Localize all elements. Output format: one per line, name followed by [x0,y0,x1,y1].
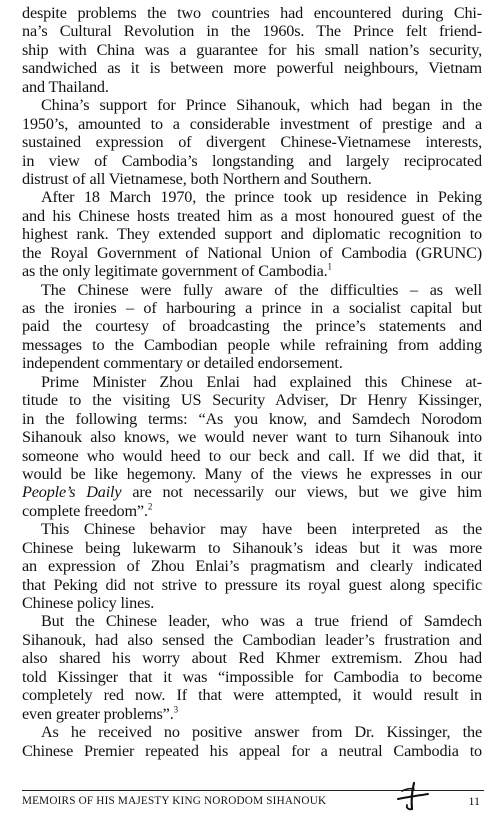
text-line [22,594,482,612]
text-line [22,281,482,299]
text-line [22,96,482,114]
text-line [22,668,482,686]
text-line [22,742,482,760]
text-line [22,354,482,372]
line-text: This Chinese behavior may have been interpreted as the [41,520,482,539]
line-text: After 18 March 1970, the prince took up residence in Peking [41,188,482,207]
footnote-marker[interactable]: 2 [147,501,153,512]
line-text: would be like hegemony. Many of the views he expresses in our [22,464,482,483]
text-line [22,723,482,741]
line-text: that Peking did not strive to pressure its royal guest along specific [22,575,482,594]
line-text: as the ironies – of harbouring a prince in a socialist capital but [22,299,482,317]
line-text: messages to the Cambodian people while refraining from adding [22,335,482,354]
italic-title: People’s Daily [22,483,122,502]
line-text: independent commentary or detailed endorsement. [22,354,343,373]
text-line [22,133,482,151]
text-line [22,705,482,723]
text-line [22,631,482,649]
line-text: and his Chinese hosts treated him as a most honoured guest of the [22,206,482,225]
text-line [22,336,482,354]
text-line [22,612,482,630]
text-line [22,262,482,280]
line-text: also shared his worry about Red Khmer extremism. Zhou had [22,649,482,668]
page-footer [22,790,484,813]
text-line [22,317,482,335]
text-line [22,299,482,317]
text-line [22,410,482,428]
text-line [22,59,482,77]
text-line [22,447,482,465]
line-text: told Kissinger that it was “impossible for Cambodia to become [22,667,482,686]
text-line [22,207,482,225]
line-text: Chinese being lukewarm to Sihanouk’s ideas but it was more [22,538,482,557]
line-text: even greater problems”. [22,704,174,723]
text-line [22,483,482,501]
line-text: are not necessarily our views, but we give him [121,483,482,502]
line-text: As he received no positive answer from Dr. Kissinger, the [41,723,482,742]
line-text: Sihanouk also knows, we would never want to turn Sihanouk into [22,428,482,447]
line-text: highest rank. They extended support and diplomatic recognition to [22,225,482,244]
text-line [22,502,482,520]
line-text: Sihanouk, had also sensed the Cambodian leader’s frustration and [22,630,482,649]
text-line [22,428,482,446]
line-text: in view of Cambodia’s longstanding and largely reciprocated [22,151,482,170]
line-text: despite problems the two countries had encountered during Chi- [22,4,482,22]
text-line [22,22,482,40]
line-text: as the only legitimate government of Cambodia. [22,262,328,281]
text-line [22,152,482,170]
text-line [22,225,482,243]
line-text: complete freedom”. [22,501,148,520]
line-text: China’s support for Prince Sihanouk, which had began in the [41,96,482,115]
line-text: someone who would heed to our beck and call. If we did that, it [22,446,482,465]
text-line [22,41,482,59]
text-line [22,686,482,704]
text-line [22,539,482,557]
line-text: ship with China was a guarantee for his small nation’s security, [22,40,482,59]
royal-signature-mark [392,779,432,813]
text-line [22,391,482,409]
line-text: na’s Cultural Revolution in the 1960s. The Prince felt friend- [22,22,482,41]
text-line [22,188,482,206]
footnote-marker[interactable]: 3 [173,704,178,715]
running-footer-title: MEMOIRS OF HIS MAJESTY KING NORODOM SIHANOUK [22,795,327,807]
text-line [22,465,482,483]
text-line [22,78,482,96]
text-line [22,4,482,22]
line-text: completely red now. If that were attempted, it would result in [22,686,482,705]
text-line [22,576,482,594]
line-text: paid the courtesy of broadcasting the prince’s statements and [22,317,482,336]
page-body [22,4,482,760]
footnote-marker[interactable]: 1 [327,261,332,272]
page-number: 11 [468,794,480,808]
line-text: Chinese policy lines. [22,594,155,612]
line-text: the Royal Government of National Union of Cambodia (GRUNC) [22,243,482,262]
line-text: and Thailand. [22,77,109,96]
line-text: 1950’s, amounted to a considerable investment of prestige and a [22,114,482,133]
text-line [22,557,482,575]
line-text: in the following terms: “As you know, and Samdech Norodom [22,409,482,428]
text-line [22,170,482,188]
text-line [22,373,482,391]
text-line [22,520,482,538]
text-line [22,244,482,262]
line-text: But the Chinese leader, who was a true friend of Samdech [41,612,482,631]
line-text: The Chinese were fully aware of the difficulties – as well [41,280,482,299]
line-text: an expression of Zhou Enlai’s pragmatism and clearly indicated [22,557,482,576]
text-line [22,649,482,667]
line-text: Prime Minister Zhou Enlai had explained this Chinese at- [41,372,482,391]
line-text: sandwiched as it is between more powerful neighbours, Vietnam [22,59,482,78]
line-text: Chinese Premier repeated his appeal for a neutral Cambodia to [22,741,482,760]
line-text: distrust of all Vietnamese, both Northern and Southern. [22,169,372,188]
line-text: titude to the visiting US Security Adviser, Dr Henry Kissinger, [22,391,482,410]
text-line [22,115,482,133]
line-text: sustained expression of divergent Chinese-Vietnamese interests, [22,133,482,152]
